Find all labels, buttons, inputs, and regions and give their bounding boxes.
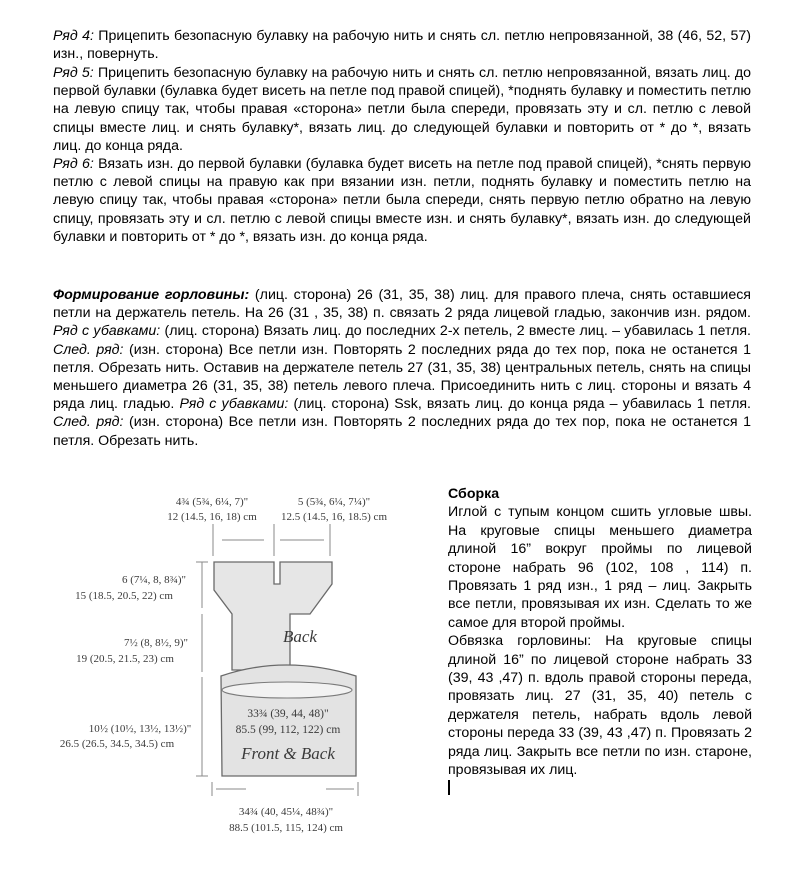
armhole-cm: 19 (20.5, 21.5, 23) cm <box>76 653 174 665</box>
top-left-inches: 4¾ (5¾, 6¼, 7)" <box>175 496 249 508</box>
bottom-width-inches: 34¾ (40, 45¼, 48¾)" <box>238 806 334 818</box>
row-6-text: Вязать изн. до первой булавки (булавка будет висеть на петле под правой спицей), *снять первую петлю с левой спицы на правую как при вязании изн. петли, поднять булавку и поместить петлю на левую спицу так, чтобы правая «сторона» петли была спереди, снять первую петлю обратно на левую спицу, провязать эту и сл. петлю с левой спицы вместе изн. и снять булавку*, вязать изн. до следующей булавки и повторить от * до *, вязать изн. до конца ряда. <box>53 156 751 245</box>
neckline-text-4: (лиц. сторона) Ssk, вязать лиц. до конца ряда – убавилась 1 петля. <box>288 396 751 413</box>
text-cursor <box>448 780 450 795</box>
row-4-paragraph <box>53 27 751 63</box>
shoulder-cm: 15 (18.5, 20.5, 22) cm <box>75 590 173 602</box>
bottom-width-cm: 88.5 (101.5, 115, 124) cm <box>229 822 343 834</box>
row-6-paragraph <box>53 155 751 246</box>
garment-schematic <box>36 484 436 854</box>
body-length-inches: 10½ (10½, 13½, 13½)" <box>88 723 192 735</box>
chest-inches: 33¾ (39, 44, 48)" <box>247 708 329 720</box>
row-6-label: Ряд 6: <box>53 156 94 172</box>
neckline-text-1: (лиц. сторона) 26 (31, 35, 38) лиц. для правого плеча, снять оставшиеся петли на держатель петель. На 26 (31 , 35, 38) п. связать 2 ряда лицевой гладью, закончив изн. рядом. <box>53 287 751 322</box>
chest-cm: 85.5 (99, 112, 122) cm <box>235 724 341 736</box>
next-row-label-2: След. ряд: <box>53 414 124 431</box>
neckline-text-2: (лиц. сторона) Вязать лиц. до последних 2-х петель, 2 вместе лиц. – убавилась 1 петля. <box>160 323 752 340</box>
top-right-inches: 5 (5¾, 6¼, 7¼)" <box>297 496 371 508</box>
shoulder-inches: 6 (7¼, 8, 8¾)" <box>121 574 187 586</box>
top-left-cm: 12 (14.5, 16, 18) cm <box>167 511 257 523</box>
row-4-label: Ряд 4: <box>53 28 94 44</box>
row-5-paragraph <box>53 64 751 155</box>
back-piece <box>214 562 332 676</box>
assembly-heading: Сборка <box>448 486 500 502</box>
row-4-text: Прицепить безопасную булавку на рабочую нить и снять сл. петлю непровязанной, 38 (46, 52, 57) изн., повернуть. <box>53 28 751 63</box>
front-back-label: Front & Back <box>241 744 335 763</box>
decrease-row-label-1: Ряд с убавками: <box>53 323 161 340</box>
neckline-text-3: (изн. сторона) Все петли изн. Повторять 2 последних ряда до тех пор, пока не останется 1 петля. Обрезать нить. Оставив на держателе петель 27 (31, 35, 38) центральных петель, снять на спицы меньшего диаметра 26 (31, 35, 38) петель левого плеча. Присоединить нить с лиц. стороны и вязать 4 ряда лиц. гладью. <box>53 341 752 413</box>
armhole-inches: 7½ (8, 8½, 9)" <box>123 637 189 649</box>
assembly-section <box>448 485 752 798</box>
assembly-paragraph-1: Иглой с тупым концом сшить угловые швы. На круговые спицы меньшего диаметра длиной 16” вокруг проймы по лицевой стороне набрать 96 (102, 108 , 114) п. Провязать 1 ряд изн., 1 ряд – лиц. Закрыть все петли, провязывая их изн. Сделать то же самое для второй проймы. <box>448 504 752 631</box>
row-5-label: Ряд 5: <box>53 65 94 81</box>
neckline-text-5: (изн. сторона) Все петли изн. Повторять 2 последних ряда до тех пор, пока не останется 1 петля. Обрезать нить. <box>53 414 752 449</box>
neckline-paragraph <box>53 286 751 450</box>
neckline-heading: Формирование горловины: <box>53 287 250 303</box>
back-label: Back <box>283 627 317 646</box>
body-length-cm: 26.5 (26.5, 34.5, 34.5) cm <box>59 738 175 750</box>
assembly-paragraph-2: Обвязка горловины: На круговые спицы длиной 16” по лицевой стороне набрать 33 (39, 43 ,47) п. вдоль правой стороны переда, провязать лиц. 27 (31, 35, 40) петель с держателя петель, набрать вдоль левой стороны переда 33 (39, 43 ,47) п. Провязать 2 ряда лиц. Закрыть все петли по изн. староне, провязывая их лиц. <box>448 633 752 779</box>
next-row-label-1: След. ряд: <box>53 341 124 358</box>
row-5-text: Прицепить безопасную булавку на рабочую нить и снять сл. петлю непровязанной, вязать лиц. до первой булавки (булавка будет висеть на петле под правой спицей), *поднять булавку и поместить петлю на левую спицу так, чтобы правая «сторона» петли была спереди, провязать эту и сл. петлю с левой спицы вместе лиц. и снять булавку*, вязать лиц. до следующей булавки и повторить от * до *, вязать лиц. до конца ряда. <box>53 65 751 154</box>
neckline-ellipse <box>222 682 352 698</box>
top-right-cm: 12.5 (14.5, 16, 18.5) cm <box>280 511 388 523</box>
decrease-row-label-2: Ряд с убавками: <box>179 396 289 413</box>
